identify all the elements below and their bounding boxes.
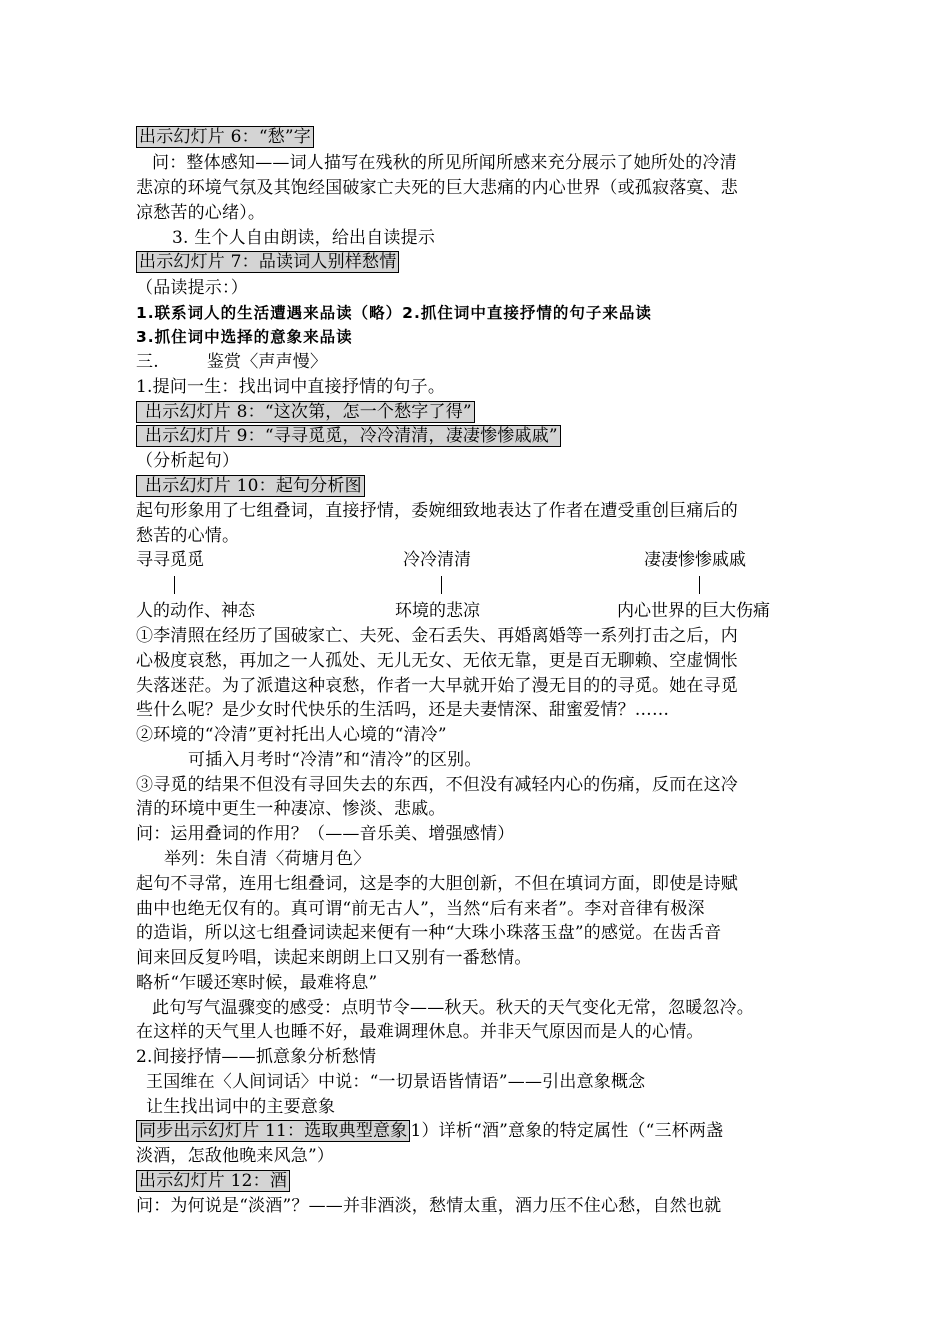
slide-10-line [136, 474, 365, 498]
slide-10-highlight: 出示幻灯片 10：起句分析图 [136, 475, 365, 497]
slide-8-highlight: 出示幻灯片 8：“这次第，怎一个愁字了得” [136, 401, 475, 423]
slide-9-highlight: 出示幻灯片 9：“寻寻觅觅，冷冷清清，凄凄惨惨戚戚” [136, 425, 561, 447]
slide-11-highlight: 同步出示幻灯片 11：选取典型意象 [136, 1120, 410, 1142]
example-line: 举列：朱自清〈荷塘月色〉 [164, 849, 371, 869]
paragraph-2-line2: 可插入月考时“冷清”和“清冷”的区别。 [188, 750, 482, 770]
overall-question-line3: 凉愁苦的心绪）。 [136, 203, 266, 223]
paragraph-5-line1: 此句写气温骤变的感受：点明节令——秋天。秋天的天气变化无常，忽暖忽冷。 [152, 998, 754, 1018]
section-3-title: 鉴赏〈声声慢〉 [206, 352, 328, 372]
repetition-question: 问：运用叠词的作用？（——音乐美、增强感情） [136, 824, 515, 844]
brief-analysis-line: 略析“乍暖还寒时候，最难将息” [136, 973, 378, 993]
paragraph-1-line4: 些什么呢？是少女时代快乐的生活吗，还是夫妻情深、甜蜜爱情？…… [136, 700, 670, 720]
slide-7-highlight: 出示幻灯片 7：品读词人别样愁情 [136, 251, 399, 273]
paragraph-4-line1: 起句不寻常，连用七组叠词，这是李的大胆创新，不但在填词方面，即使是诗赋 [136, 874, 738, 894]
slide-12-line [136, 1169, 290, 1193]
paragraph-2-line1: ②环境的“冷清”更衬托出人心境的“清冷” [136, 725, 447, 745]
wine-analysis-line1: 1）详析“酒”意象的特定属性（“三杯两盏 [410, 1121, 724, 1141]
paragraph-3-line1: ③寻觅的结果不但没有寻回失去的东西，不但没有减轻内心的伤痛，反而在这冷 [136, 775, 738, 795]
reading-hint-title: （品读提示：） [136, 278, 248, 298]
ask-student-line: 1.提问一生：找出词中直接抒情的句子。 [136, 377, 446, 397]
reading-hint-2: 3.抓住词中选择的意象来品读 [136, 328, 353, 346]
step-3-line: 3. 生个人自由朗读，给出自读提示 [172, 228, 436, 248]
paragraph-4-line4: 间来回反复吟唱，读起来朗朗上口又别有一番愁情。 [136, 948, 532, 968]
analyze-opening-line: （分析起句） [136, 451, 240, 471]
paragraph-3-line2: 清的环境中更生一种凄凉、惨淡、悲戚。 [136, 799, 446, 819]
diagram-connector-2 [441, 576, 442, 594]
slide-8-line [136, 400, 475, 424]
overall-question-line2: 悲凉的环境气氛及其饱经国破家亡夫死的巨大悲痛的内心世界（或孤寂落寞、悲 [136, 178, 738, 198]
slide-6-line [136, 125, 314, 149]
wang-guowei-line: 王国维在〈人间词话〉中说：“一切景语皆情语”——引出意象概念 [146, 1072, 646, 1092]
paragraph-4-line3: 的造诣，所以这七组叠词读起来便有一种“大珠小珠落玉盘”的感觉。在齿舌音 [136, 923, 722, 943]
diagram-top-1: 寻寻觅觅 [136, 550, 204, 570]
section-3-number: 三. [136, 352, 159, 372]
paragraph-1-line1: ①李清照在经历了国破家亡、夫死、金石丢失、再婚离婚等一系列打击之后，内 [136, 626, 738, 646]
paragraph-4-line2: 曲中也绝无仅有的。真可谓“前无古人”，当然“后有来者”。李对音律有极深 [136, 899, 705, 919]
indirect-lyric-line: 2.间接抒情——抓意象分析愁情 [136, 1047, 377, 1067]
paragraph-1-line2: 心极度哀愁，再加之一人孤处、无儿无女、无依无靠，更是百无聊赖、空虚惆怅 [136, 651, 738, 671]
slide-11-line [136, 1119, 723, 1143]
overall-question-line1: 问：整体感知——词人描写在残秋的所见所闻所感来充分展示了她所处的冷清 [152, 153, 737, 173]
wine-question-line: 问：为何说是“淡酒”？——并非酒淡，愁情太重，酒力压不住心愁，自然也就 [136, 1196, 722, 1216]
wine-analysis-line2: 淡酒，怎敌他晚来风急”） [136, 1146, 335, 1166]
slide-6-highlight: 出示幻灯片 6：“愁”字 [136, 126, 314, 148]
section-3-heading [136, 350, 327, 374]
diagram-bottom-1: 人的动作、神态 [136, 601, 255, 621]
paragraph-1-line3: 失落迷茫。为了派遣这种哀愁，作者一大早就开始了漫无目的的寻觅。她在寻觅 [136, 676, 738, 696]
diagram-connector-1 [174, 576, 175, 594]
slide-12-highlight: 出示幻灯片 12：酒 [136, 1170, 290, 1192]
reading-hint-1: 1.联系词人的生活遭遇来品读（略）2.抓住词中直接抒情的句子来品读 [136, 304, 652, 322]
find-imagery-line: 让生找出词中的主要意象 [146, 1097, 336, 1117]
diagram-bottom-3: 内心世界的巨大伤痛 [617, 601, 770, 621]
opening-description-line2: 愁苦的心情。 [136, 526, 240, 546]
diagram-connector-3 [699, 576, 700, 594]
paragraph-5-line2: 在这样的天气里人也睡不好，最难调理休息。并非天气原因而是人的心情。 [136, 1022, 704, 1042]
diagram-bottom-2: 环境的悲凉 [395, 601, 480, 621]
diagram-top-2: 冷冷清清 [403, 550, 471, 570]
opening-description-line1: 起句形象用了七组叠词，直接抒情，委婉细致地表达了作者在遭受重创巨痛后的 [136, 501, 738, 521]
slide-7-line [136, 250, 399, 274]
diagram-top-3: 凄凄惨惨戚戚 [644, 550, 746, 570]
slide-9-line [136, 424, 561, 448]
